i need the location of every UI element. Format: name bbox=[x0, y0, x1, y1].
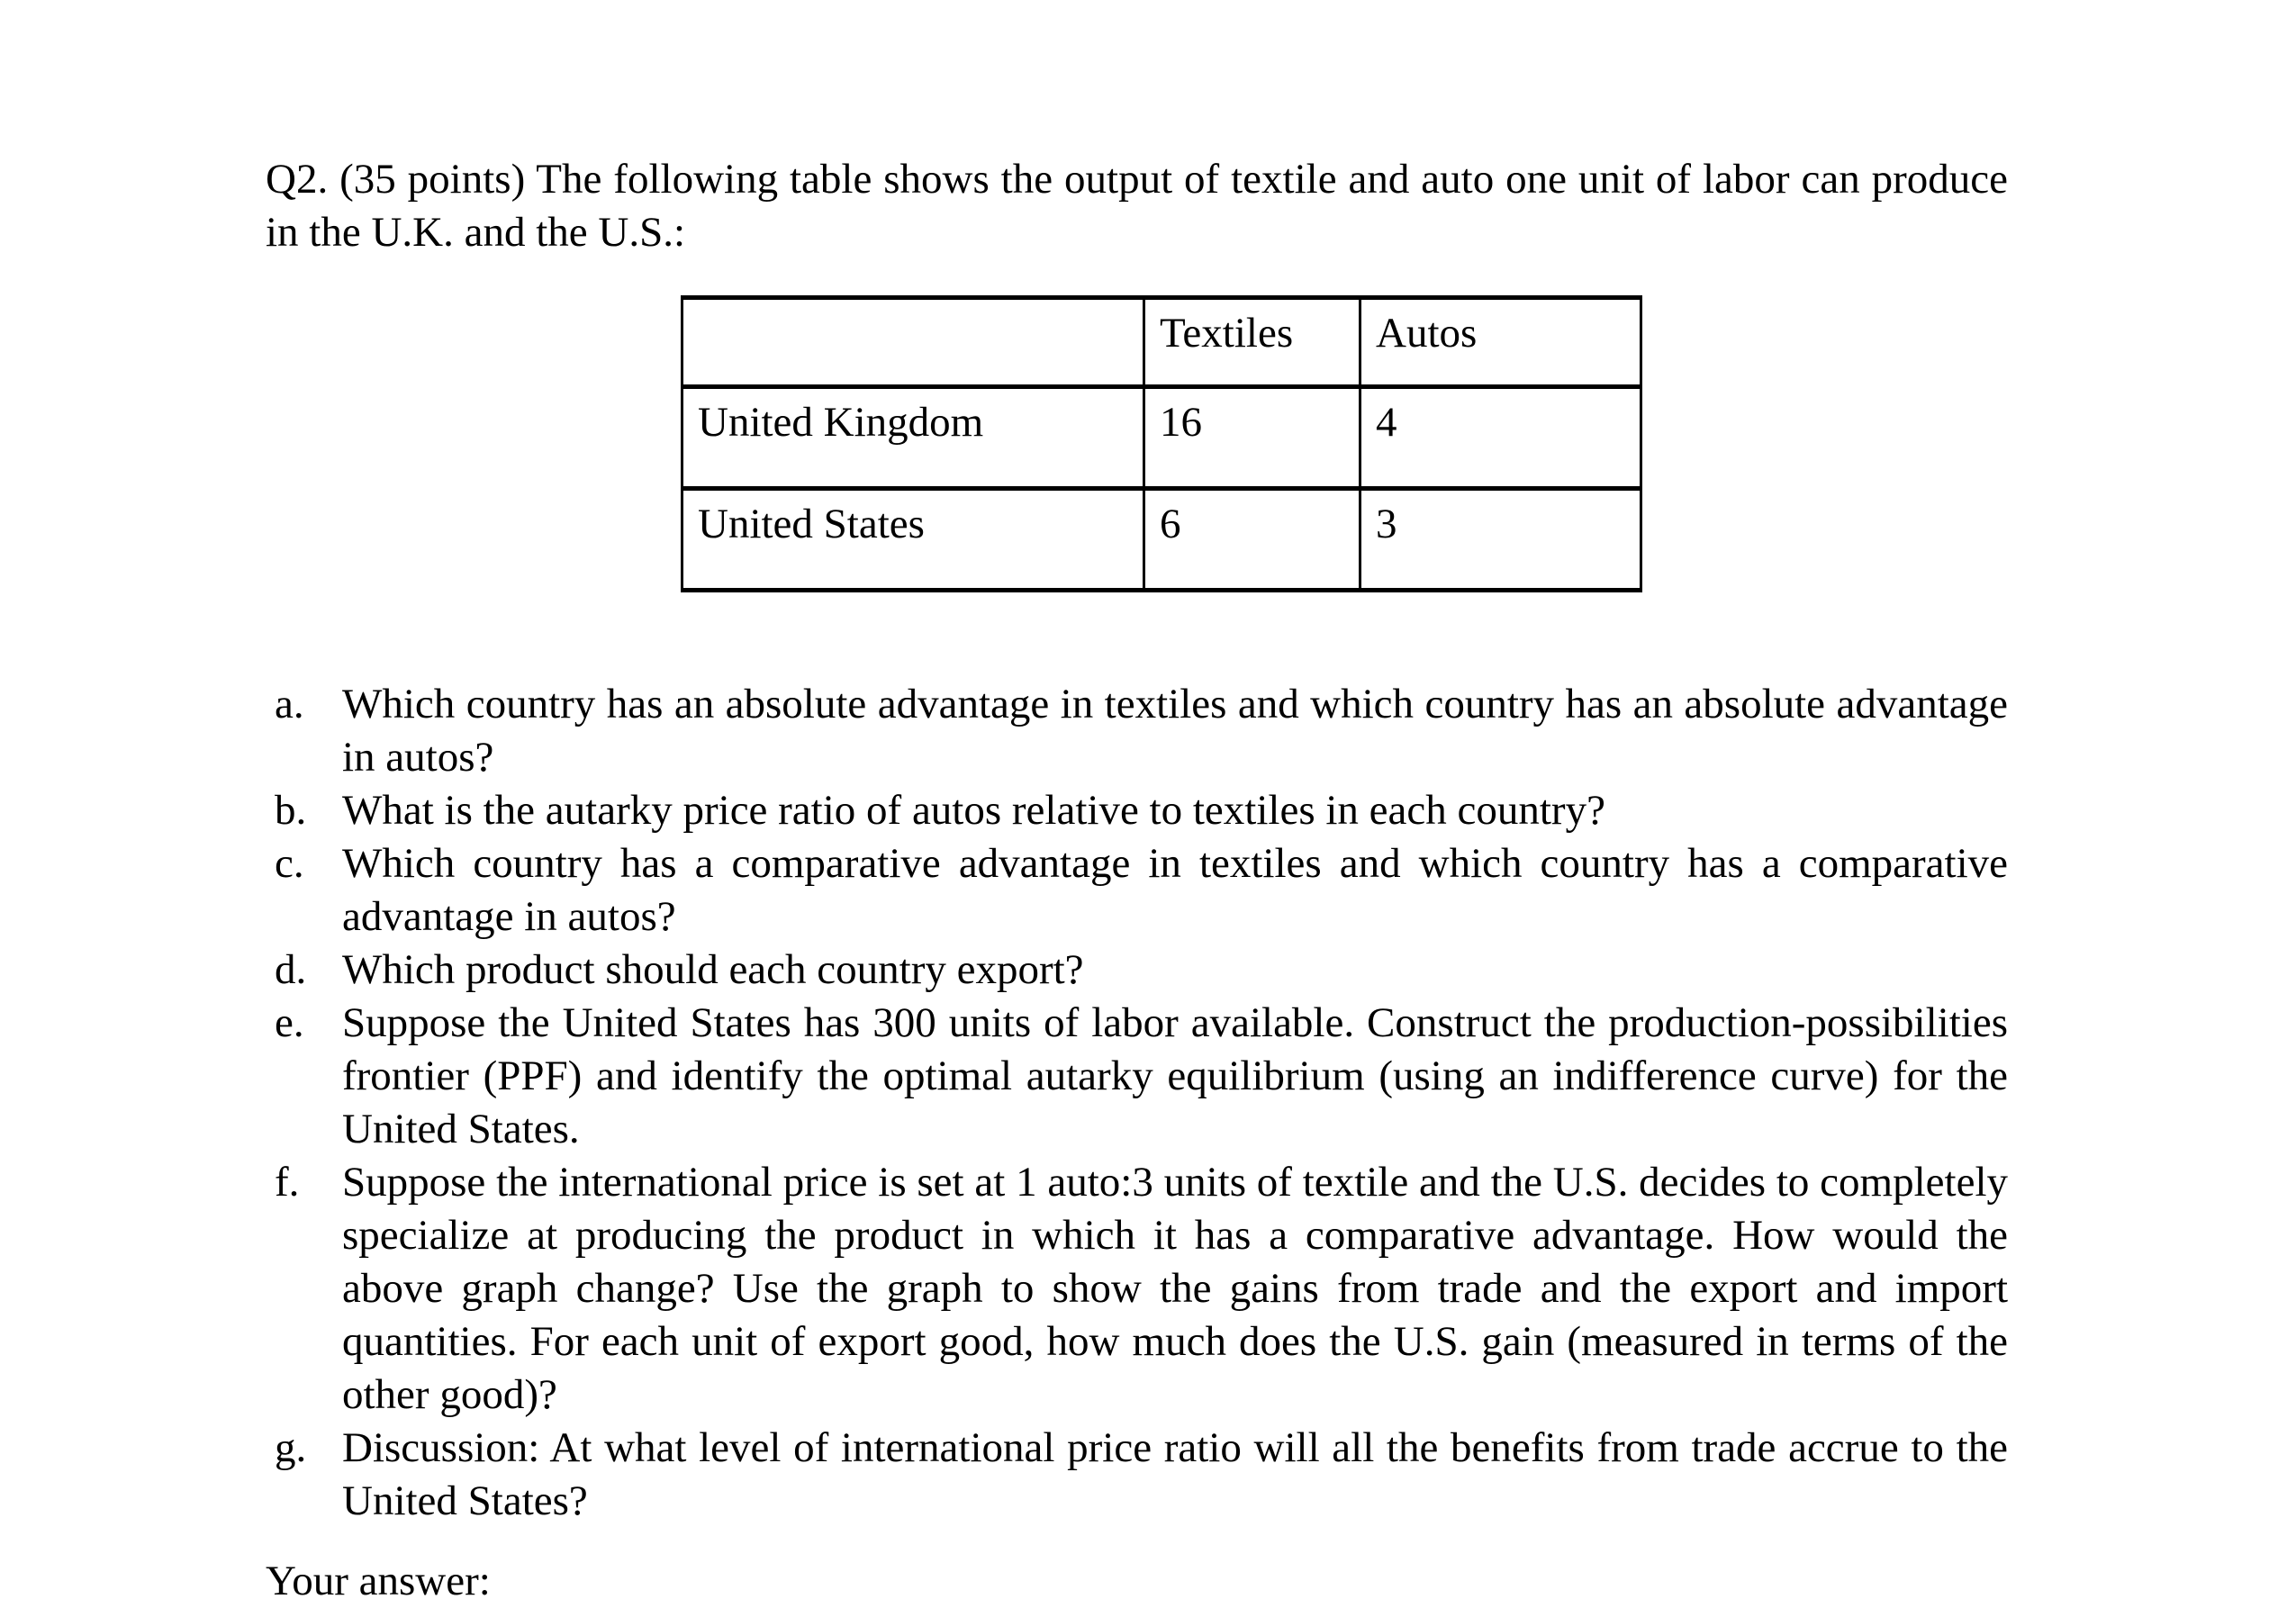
document-page bbox=[266, 0, 2057, 1608]
row-label-united-kingdom: United Kingdom bbox=[682, 387, 1144, 489]
uk-autos-value: 4 bbox=[1360, 387, 1641, 489]
row-label-united-states: United States bbox=[682, 489, 1144, 591]
item-marker: e. bbox=[275, 999, 304, 1046]
uk-textiles-value: 16 bbox=[1144, 387, 1360, 489]
item-text: Discussion: At what level of international price ratio will all the benefits from trade accrue to the United States? bbox=[342, 1424, 2008, 1524]
item-text: Which product should each country export? bbox=[342, 946, 1084, 993]
list-item-e bbox=[266, 997, 2008, 1156]
item-marker: d. bbox=[275, 946, 307, 993]
table-header-row bbox=[682, 298, 1641, 387]
your-answer-label: Your answer: bbox=[266, 1558, 491, 1604]
output-table bbox=[681, 295, 1642, 592]
table-corner-cell bbox=[682, 298, 1144, 387]
item-marker: f. bbox=[275, 1159, 300, 1206]
list-item-a bbox=[266, 678, 2008, 784]
item-marker: g. bbox=[275, 1424, 307, 1471]
question-list bbox=[266, 678, 2008, 1528]
list-item-f bbox=[266, 1156, 2008, 1422]
list-item-b bbox=[266, 784, 2008, 837]
list-item-d bbox=[266, 944, 2008, 997]
item-text: Which country has a comparative advantage in textiles and which country has a comparative advantage in autos? bbox=[342, 840, 2008, 940]
table-row bbox=[682, 387, 1641, 489]
us-autos-value: 3 bbox=[1360, 489, 1641, 591]
item-text: Suppose the international price is set at 1 auto:3 units of textile and the U.S. decides to completely specialize at producing the product in which it has a comparative advantage. How would the above graph change? Use the graph to show the gains from trade and the export and import quantities. For each unit of export good, how much does the U.S. gain (measured in terms of the other good)? bbox=[342, 1159, 2008, 1418]
table-header-autos: Autos bbox=[1360, 298, 1641, 387]
list-item-c bbox=[266, 837, 2008, 944]
item-marker: a. bbox=[275, 681, 304, 727]
item-text: What is the autarky price ratio of autos relative to textiles in each country? bbox=[342, 787, 1605, 834]
item-marker: c. bbox=[275, 840, 304, 887]
table-row bbox=[682, 489, 1641, 591]
item-marker: b. bbox=[275, 787, 307, 834]
list-item-g bbox=[266, 1422, 2008, 1528]
item-text: Which country has an absolute advantage in textiles and which country has an absolute advantage in autos? bbox=[342, 681, 2008, 781]
table-header-textiles: Textiles bbox=[1144, 298, 1360, 387]
us-textiles-value: 6 bbox=[1144, 489, 1360, 591]
question-header: Q2. (35 points) The following table shows the output of textile and auto one unit of labor can produce in the U.K. and the U.S.: bbox=[266, 156, 2008, 256]
item-text: Suppose the United States has 300 units of labor available. Construct the production-possibilities frontier (PPF) and identify the optimal autarky equilibrium (using an indifference curve) for the United States. bbox=[342, 999, 2008, 1152]
